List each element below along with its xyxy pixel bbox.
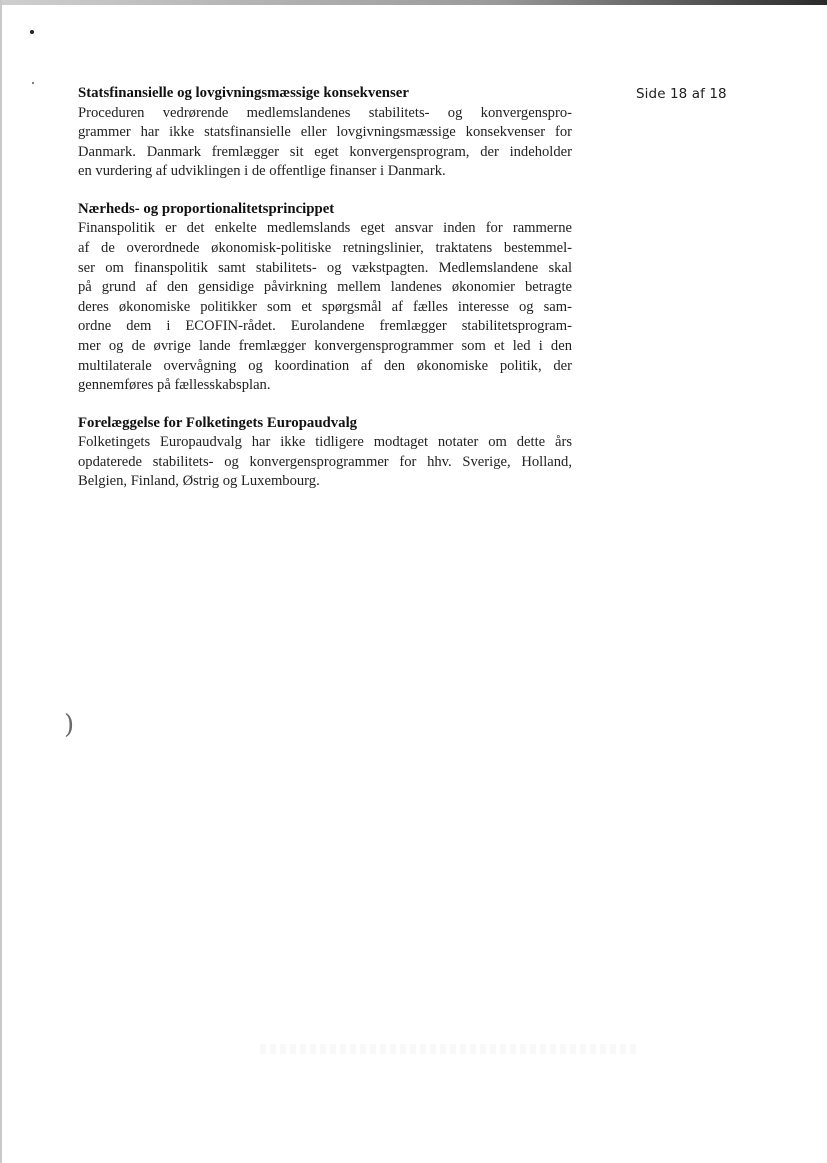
- paragraph-line: af de overordnede økonomisk-politiske retningslinier, traktatens bestemmel-: [78, 239, 572, 256]
- paragraph-line: Proceduren vedrørende medlemslandenes stabilitets- og konvergenspro-: [78, 104, 572, 121]
- section-paragraph: [78, 219, 572, 395]
- section-heading: Statsfinansielle og lovgivningsmæssige konsekvenser: [78, 85, 409, 101]
- paragraph-line: Belgien, Finland, Østrig og Luxembourg.: [78, 473, 320, 490]
- scan-left-border: [0, 0, 2, 1163]
- section-financial-consequences: [78, 84, 572, 182]
- scan-top-border: [0, 0, 827, 5]
- section-paragraph: [78, 433, 572, 492]
- scan-artifact-band: [260, 1044, 640, 1054]
- paragraph-line: deres økonomiske politikker som et spørgsmål af fælles interesse og sam-: [78, 298, 572, 315]
- paragraph-line: ser om finanspolitik samt stabilitets- og vækstpagten. Medlemslandene skal: [78, 259, 572, 276]
- document-body: [78, 84, 572, 492]
- paragraph-line: multilaterale overvågning og koordination af den økonomiske politik, der: [78, 357, 572, 374]
- scan-artifact-mark: ): [64, 710, 75, 740]
- paragraph-line: på grund af den gensidige påvirkning mellem landenes økonomier betragte: [78, 279, 572, 296]
- paragraph-line: opdaterede stabilitets- og konvergensprogrammer for hhv. Sverige, Holland,: [78, 453, 572, 470]
- paragraph-line: grammer har ikke statsfinansielle eller lovgivningsmæssige konsekvenser for: [78, 124, 572, 141]
- paragraph-line: en vurdering af udviklingen i de offentlige finanser i Danmark.: [78, 163, 446, 180]
- paragraph-line: ordne dem i ECOFIN-rådet. Eurolandene fremlægger stabilitetsprogram-: [78, 318, 572, 335]
- paragraph-line: gennemføres på fællesskabsplan.: [78, 377, 271, 394]
- paragraph-line: Folketingets Europaudvalg har ikke tidligere modtaget notater om dette års: [78, 434, 572, 451]
- paragraph-line: Finanspolitik er det enkelte medlemslands eget ansvar inden for rammerne: [78, 220, 572, 237]
- scan-artifact-dot: [32, 82, 34, 84]
- section-heading: Nærheds- og proportionalitetsprincippet: [78, 200, 335, 217]
- page-number: Side 18 af 18: [636, 86, 727, 102]
- section-european-committee: [78, 414, 572, 492]
- section-subsidiarity: [78, 200, 572, 396]
- section-heading: Forelæggelse for Folketingets Europaudvalg: [78, 414, 358, 431]
- paragraph-line: mer og de øvrige lande fremlægger konvergensprogrammer som et led i den: [78, 337, 572, 354]
- section-paragraph: [78, 104, 572, 182]
- paragraph-line: Danmark. Danmark fremlægger sit eget konvergensprogram, der indeholder: [78, 143, 572, 160]
- scan-artifact-dot: [30, 30, 34, 34]
